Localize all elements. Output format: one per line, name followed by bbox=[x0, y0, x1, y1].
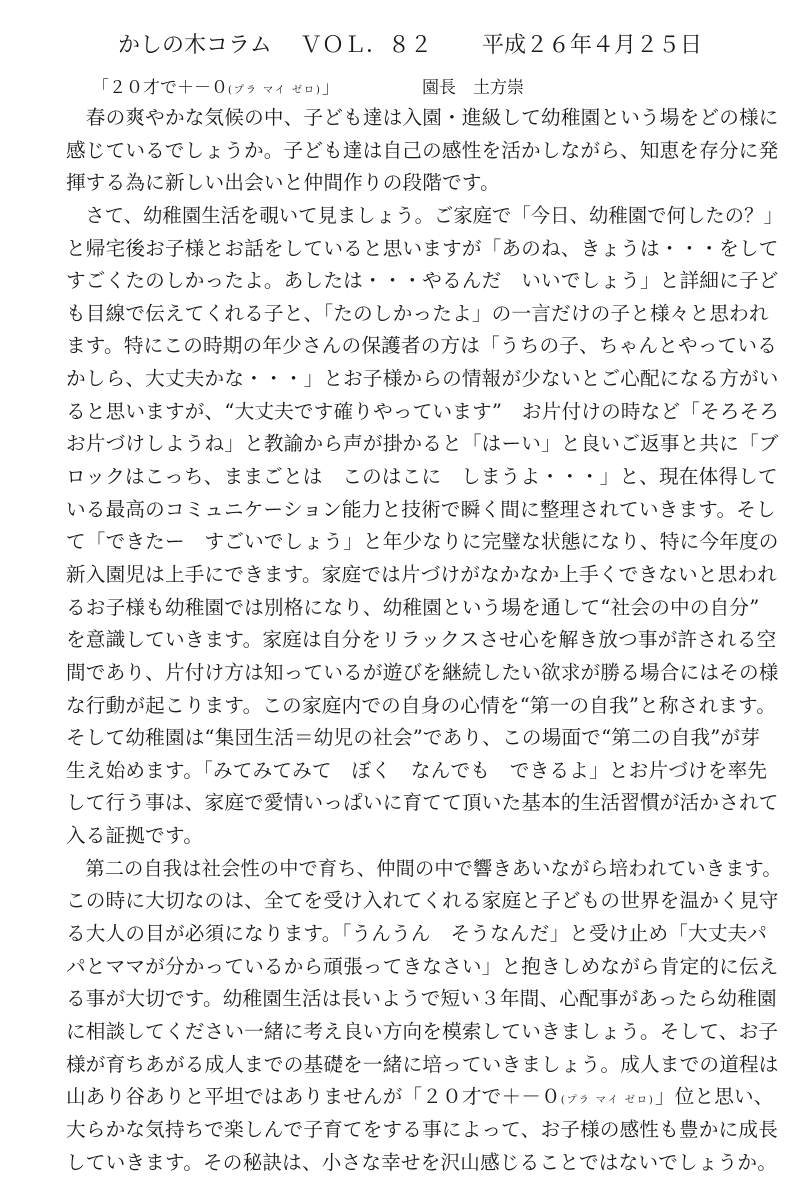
body-line: ロックはこっち、ままごとは このはこに しまうよ・・・」と、現在体得して bbox=[66, 461, 778, 494]
body-line: 大らかな気持ちで楽しんで子育てをする事によって、お子様の感性も豊かに成長 bbox=[66, 1114, 778, 1147]
body-line: して行う事は、家庭で愛情いっぱいに育てて頂いた基本的生活習慣が活かされて bbox=[66, 787, 778, 820]
quote-reading: (プラ マイ ゼロ) bbox=[561, 1095, 655, 1106]
body-line-quote bbox=[66, 1081, 778, 1114]
quote-post: 」位と思い、 bbox=[655, 1085, 774, 1108]
body-line: 揮する為に新しい出会いと仲間作りの段階です。 bbox=[66, 167, 778, 200]
body-line: すごくたのしかったよ。あしたは・・・やるんだ いいでしょう」と詳細に子ど bbox=[66, 265, 778, 298]
article-title bbox=[92, 74, 339, 105]
body-line: さて、幼稚園生活を覗いて見ましょう。ご家庭で「今日、幼稚園で何したの？」 bbox=[66, 200, 778, 233]
volume-number: ＶＯＬ．８２ bbox=[300, 30, 432, 62]
quote-pre: 山あり谷ありと平坦ではありませんが「２０才で＋－０ bbox=[66, 1085, 561, 1108]
body-line: していきます。その秘訣は、小さな幸せを沢山感じることではないでしょうか。 bbox=[66, 1147, 778, 1179]
body-line: る大人の目が必須になります。「うんうん そうなんだ」と受け止め「大丈夫パ bbox=[66, 918, 778, 951]
body-line: 新入園児は上手にできます。家庭では片づけがなかなか上手くできないと思われ bbox=[66, 559, 778, 592]
body-line: お片づけしようね」と教諭から声が掛かると「はーい」と良いご返事と共に「ブ bbox=[66, 428, 778, 461]
body-line: を意識していきます。家庭は自分をリラックスさせ心を解き放つ事が許される空 bbox=[66, 624, 778, 657]
column-title: かしの木コラム bbox=[118, 30, 272, 62]
body-line: 感じているでしょうか。子ども達は自己の感性を活かしながら、知恵を存分に発 bbox=[66, 135, 778, 168]
article-author: 園長 土方崇 bbox=[422, 74, 524, 102]
body-line: 春の爽やかな気候の中、子ども達は入園・進級して幼稚園という場をどの様に bbox=[66, 102, 778, 135]
issue-date: 平成２６年４月２５日 bbox=[482, 30, 702, 62]
article-title-reading: (プラ マイ ゼロ) bbox=[228, 85, 322, 96]
body-line: 入る証拠です。 bbox=[66, 820, 778, 853]
body-line: 様が育ちあがる成人までの基礎を一緒に培っていきましょう。成人までの道程は bbox=[66, 1049, 778, 1082]
body-line: 生え始めます。「みてみてみて ぼく なんでも できるよ」とお片づけを率先 bbox=[66, 755, 778, 788]
body-line: る事が大切です。幼稚園生活は長いようで短い３年間、心配事があったら幼稚園 bbox=[66, 983, 778, 1016]
body-line: も目線で伝えてくれる子と、「たのしかったよ」の一言だけの子と様々と思われ bbox=[66, 298, 778, 331]
body-line: 第二の自我は社会性の中で育ち、仲間の中で響きあいながら培われていきます。 bbox=[66, 853, 778, 886]
body-line: ると思いますが、“大丈夫です確りやっています” お片付けの時など「そろそろ bbox=[66, 396, 778, 429]
body-line: この時に大切なのは、全てを受け入れてくれる家庭と子どもの世界を温かく見守 bbox=[66, 885, 778, 918]
body-line: な行動が起こります。この家庭内での自身の心情を“第一の自我”と称されます。 bbox=[66, 690, 778, 723]
body-line: パとママが分かっているから頑張ってきなさい」と抱きしめながら肯定的に伝え bbox=[66, 951, 778, 984]
body-line: るお子様も幼稚園では別格になり、幼稚園という場を通して“社会の中の自分” bbox=[66, 592, 778, 625]
body-line: に相談してください一緒に考え良い方向を模索していきましょう。そして、お子 bbox=[66, 1016, 778, 1049]
article-title-main: 「２０才で＋－０ bbox=[92, 78, 228, 98]
body-line: て「できたー すごいでしょう」と年少なりに完璧な状態になり、特に今年度の bbox=[66, 526, 778, 559]
body-line: そして幼稚園は“集団生活＝幼児の社会”であり、この場面で“第二の自我”が芽 bbox=[66, 722, 778, 755]
article-body bbox=[66, 102, 778, 1179]
body-line: かしら、大丈夫かな・・・」とお子様からの情報が少ないとご心配になる方がい bbox=[66, 363, 778, 396]
body-line: 間であり、片付け方は知っているが遊びを継続したい欲求が勝る場合にはその様 bbox=[66, 657, 778, 690]
body-line: いる最高のコミュニケーション能力と技術で瞬く間に整理されていきます。そし bbox=[66, 494, 778, 527]
article-heading bbox=[0, 74, 800, 102]
column-header bbox=[0, 30, 800, 62]
body-line: と帰宅後お子様とお話をしていると思いますが「あのね、きょうは・・・をして bbox=[66, 233, 778, 266]
article-title-close: 」 bbox=[322, 78, 339, 98]
body-line: ます。特にこの時期の年少さんの保護者の方は「うちの子、ちゃんとやっている bbox=[66, 330, 778, 363]
